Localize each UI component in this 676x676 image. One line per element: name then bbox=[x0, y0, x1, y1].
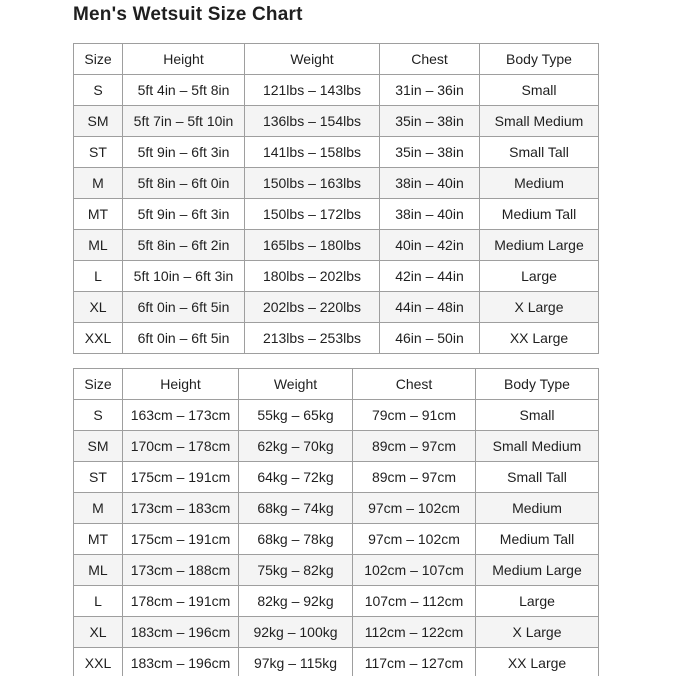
size-cell: S bbox=[74, 75, 123, 106]
table-cell: Medium bbox=[480, 168, 599, 199]
column-header: Height bbox=[123, 44, 245, 75]
table-row bbox=[74, 400, 599, 431]
table-cell: 117cm – 127cm bbox=[353, 648, 476, 676]
table-cell: 102cm – 107cm bbox=[353, 555, 476, 586]
table-row bbox=[74, 555, 599, 586]
metric-size-table bbox=[73, 368, 599, 676]
table-row bbox=[74, 617, 599, 648]
table-cell: 68kg – 74kg bbox=[239, 493, 353, 524]
table-cell: Large bbox=[476, 586, 599, 617]
table-cell: XX Large bbox=[480, 323, 599, 354]
table-row bbox=[74, 292, 599, 323]
table-cell: XX Large bbox=[476, 648, 599, 676]
table-cell: 178cm – 191cm bbox=[123, 586, 239, 617]
table-row bbox=[74, 199, 599, 230]
table-cell: 46in – 50in bbox=[380, 323, 480, 354]
table-cell: 107cm – 112cm bbox=[353, 586, 476, 617]
table-cell: 150lbs – 172lbs bbox=[245, 199, 380, 230]
table-cell: Medium Tall bbox=[480, 199, 599, 230]
table-row bbox=[74, 648, 599, 676]
table-cell: Medium Tall bbox=[476, 524, 599, 555]
column-header: Height bbox=[123, 369, 239, 400]
table-cell: Large bbox=[480, 261, 599, 292]
table-row bbox=[74, 462, 599, 493]
table-body bbox=[74, 400, 599, 676]
size-cell: XXL bbox=[74, 323, 123, 354]
table-row bbox=[74, 493, 599, 524]
table-cell: 173cm – 188cm bbox=[123, 555, 239, 586]
column-header: Chest bbox=[353, 369, 476, 400]
table-cell: 165lbs – 180lbs bbox=[245, 230, 380, 261]
table-row bbox=[74, 323, 599, 354]
size-cell: ST bbox=[74, 462, 123, 493]
table-row bbox=[74, 524, 599, 555]
table-cell: 183cm – 196cm bbox=[123, 648, 239, 676]
table-cell: Small Medium bbox=[480, 106, 599, 137]
table-cell: 112cm – 122cm bbox=[353, 617, 476, 648]
table-cell: 170cm – 178cm bbox=[123, 431, 239, 462]
size-cell: ML bbox=[74, 230, 123, 261]
size-cell: L bbox=[74, 261, 123, 292]
table-body bbox=[74, 75, 599, 354]
size-cell: M bbox=[74, 168, 123, 199]
table-cell: Small bbox=[480, 75, 599, 106]
table-cell: X Large bbox=[476, 617, 599, 648]
table-cell: Medium bbox=[476, 493, 599, 524]
table-row bbox=[74, 261, 599, 292]
table-cell: 75kg – 82kg bbox=[239, 555, 353, 586]
table-row bbox=[74, 106, 599, 137]
size-cell: MT bbox=[74, 199, 123, 230]
column-header: Chest bbox=[380, 44, 480, 75]
table-cell: 97kg – 115kg bbox=[239, 648, 353, 676]
table-cell: Small Tall bbox=[480, 137, 599, 168]
size-cell: XXL bbox=[74, 648, 123, 676]
column-header: Weight bbox=[239, 369, 353, 400]
table-cell: 5ft 9in – 6ft 3in bbox=[123, 137, 245, 168]
size-cell: MT bbox=[74, 524, 123, 555]
table-cell: 183cm – 196cm bbox=[123, 617, 239, 648]
table-cell: Small Tall bbox=[476, 462, 599, 493]
table-cell: 89cm – 97cm bbox=[353, 431, 476, 462]
size-cell: S bbox=[74, 400, 123, 431]
size-cell: L bbox=[74, 586, 123, 617]
table-cell: 38in – 40in bbox=[380, 199, 480, 230]
table-cell: 31in – 36in bbox=[380, 75, 480, 106]
table-cell: 136lbs – 154lbs bbox=[245, 106, 380, 137]
table-cell: 97cm – 102cm bbox=[353, 524, 476, 555]
column-header: Size bbox=[74, 369, 123, 400]
table-cell: 5ft 9in – 6ft 3in bbox=[123, 199, 245, 230]
table-cell: 213lbs – 253lbs bbox=[245, 323, 380, 354]
column-header: Body Type bbox=[480, 44, 599, 75]
size-cell: XL bbox=[74, 292, 123, 323]
size-cell: ST bbox=[74, 137, 123, 168]
column-header: Body Type bbox=[476, 369, 599, 400]
table-cell: 64kg – 72kg bbox=[239, 462, 353, 493]
table-cell: 141lbs – 158lbs bbox=[245, 137, 380, 168]
table-cell: 175cm – 191cm bbox=[123, 524, 239, 555]
table-cell: 92kg – 100kg bbox=[239, 617, 353, 648]
header-row bbox=[74, 44, 599, 75]
table-cell: 5ft 10in – 6ft 3in bbox=[123, 261, 245, 292]
table-cell: 35in – 38in bbox=[380, 106, 480, 137]
table-row bbox=[74, 431, 599, 462]
size-cell: M bbox=[74, 493, 123, 524]
table-cell: 173cm – 183cm bbox=[123, 493, 239, 524]
table-cell: Medium Large bbox=[480, 230, 599, 261]
size-cell: SM bbox=[74, 431, 123, 462]
table-cell: 68kg – 78kg bbox=[239, 524, 353, 555]
table-cell: Small Medium bbox=[476, 431, 599, 462]
size-cell: SM bbox=[74, 106, 123, 137]
size-chart-section bbox=[73, 0, 603, 676]
table-cell: 150lbs – 163lbs bbox=[245, 168, 380, 199]
column-header: Size bbox=[74, 44, 123, 75]
table-cell: Small bbox=[476, 400, 599, 431]
table-cell: 180lbs – 202lbs bbox=[245, 261, 380, 292]
size-cell: XL bbox=[74, 617, 123, 648]
table-cell: 175cm – 191cm bbox=[123, 462, 239, 493]
table-row bbox=[74, 168, 599, 199]
table-row bbox=[74, 230, 599, 261]
table-cell: 89cm – 97cm bbox=[353, 462, 476, 493]
table-cell: Medium Large bbox=[476, 555, 599, 586]
table-cell: 97cm – 102cm bbox=[353, 493, 476, 524]
table-cell: 40in – 42in bbox=[380, 230, 480, 261]
table-cell: 202lbs – 220lbs bbox=[245, 292, 380, 323]
table-cell: 5ft 8in – 6ft 2in bbox=[123, 230, 245, 261]
table-cell: 55kg – 65kg bbox=[239, 400, 353, 431]
table-cell: 5ft 8in – 6ft 0in bbox=[123, 168, 245, 199]
column-header: Weight bbox=[245, 44, 380, 75]
table-cell: 35in – 38in bbox=[380, 137, 480, 168]
table-cell: 42in – 44in bbox=[380, 261, 480, 292]
table-cell: 38in – 40in bbox=[380, 168, 480, 199]
table-cell: 62kg – 70kg bbox=[239, 431, 353, 462]
table-cell: 5ft 4in – 5ft 8in bbox=[123, 75, 245, 106]
table-cell: 5ft 7in – 5ft 10in bbox=[123, 106, 245, 137]
table-cell: 82kg – 92kg bbox=[239, 586, 353, 617]
table-cell: 6ft 0in – 6ft 5in bbox=[123, 323, 245, 354]
imperial-size-table bbox=[73, 43, 599, 354]
table-cell: 163cm – 173cm bbox=[123, 400, 239, 431]
table-cell: 44in – 48in bbox=[380, 292, 480, 323]
table-row bbox=[74, 586, 599, 617]
header-row bbox=[74, 369, 599, 400]
size-cell: ML bbox=[74, 555, 123, 586]
table-cell: 6ft 0in – 6ft 5in bbox=[123, 292, 245, 323]
table-row bbox=[74, 137, 599, 168]
table-cell: 79cm – 91cm bbox=[353, 400, 476, 431]
table-cell: 121lbs – 143lbs bbox=[245, 75, 380, 106]
table-cell: X Large bbox=[480, 292, 599, 323]
page-title: Men's Wetsuit Size Chart bbox=[73, 4, 303, 25]
table-row bbox=[74, 75, 599, 106]
